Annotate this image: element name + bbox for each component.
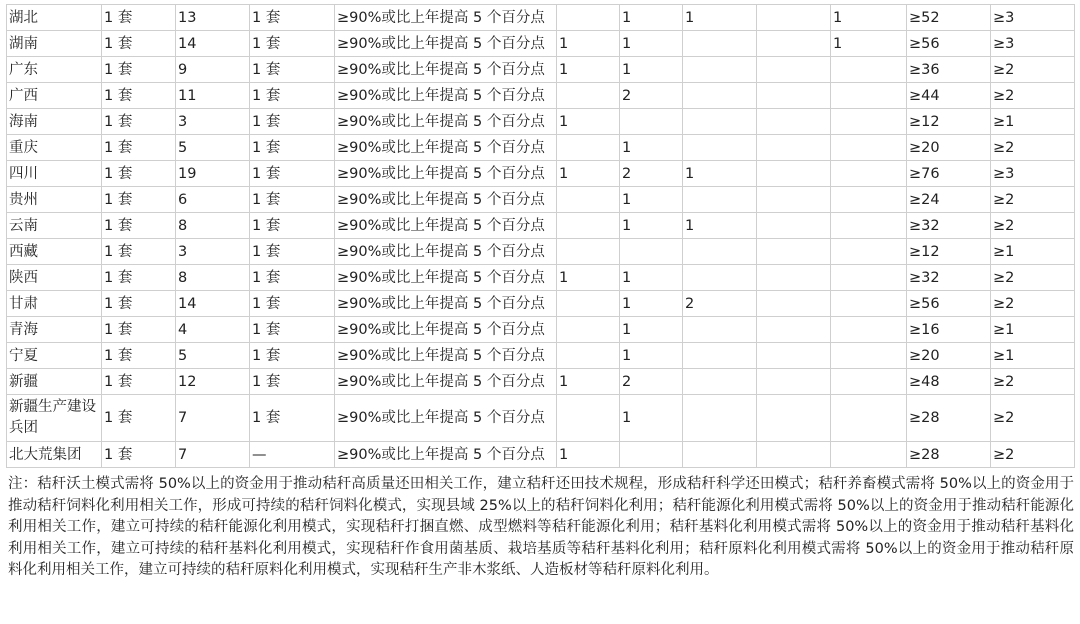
table-cell: 1 套 (250, 5, 335, 31)
table-cell: ≥2 (991, 83, 1075, 109)
table-cell: ≥20 (907, 135, 991, 161)
table-cell: ≥90%或比上年提高 5 个百分点 (335, 369, 557, 395)
table-cell: ≥32 (907, 213, 991, 239)
table-row (7, 135, 1075, 161)
table-cell: ≥32 (907, 265, 991, 291)
table-cell (757, 57, 831, 83)
table-cell (683, 187, 757, 213)
table-cell: 1 套 (250, 187, 335, 213)
table-cell: 6 (176, 187, 250, 213)
table-cell: 1 (557, 109, 620, 135)
table-cell: 1 套 (102, 213, 176, 239)
table-cell (557, 395, 620, 442)
table-cell: 12 (176, 369, 250, 395)
table-cell (757, 187, 831, 213)
table-cell: 19 (176, 161, 250, 187)
table-row (7, 31, 1075, 57)
table-cell: 1 (683, 213, 757, 239)
table-cell (557, 135, 620, 161)
table-cell (683, 395, 757, 442)
table-cell-region: 海南 (7, 109, 102, 135)
table-cell: ≥52 (907, 5, 991, 31)
table-cell: ≥48 (907, 369, 991, 395)
table-cell: 1 (620, 135, 683, 161)
table-row (7, 57, 1075, 83)
table-cell: 1 (557, 57, 620, 83)
table-cell: 1 套 (250, 57, 335, 83)
table-cell (831, 369, 907, 395)
table-cell: ≥12 (907, 239, 991, 265)
table-cell: ≥1 (991, 343, 1075, 369)
table-cell: 1 套 (250, 161, 335, 187)
table-cell: 1 (557, 31, 620, 57)
table-cell (757, 161, 831, 187)
table-cell (557, 83, 620, 109)
table-cell-region: 宁夏 (7, 343, 102, 369)
table-cell: 1 (620, 57, 683, 83)
table-cell: ≥20 (907, 343, 991, 369)
table-cell: 7 (176, 395, 250, 442)
table-cell (683, 57, 757, 83)
table-cell: 8 (176, 265, 250, 291)
table-cell: 1 套 (102, 161, 176, 187)
table-cell-region: 北大荒集团 (7, 442, 102, 468)
table-cell: 1 套 (102, 343, 176, 369)
table-cell: 5 (176, 135, 250, 161)
table-cell: 1 套 (102, 109, 176, 135)
table-cell (683, 31, 757, 57)
table-cell: ≥24 (907, 187, 991, 213)
table-cell: ≥36 (907, 57, 991, 83)
table-cell: ≥28 (907, 442, 991, 468)
table-cell (831, 57, 907, 83)
table-cell-region: 广西 (7, 83, 102, 109)
table-cell: 1 (620, 31, 683, 57)
table-cell (757, 109, 831, 135)
table-cell: 4 (176, 317, 250, 343)
table-cell: 1 (620, 5, 683, 31)
table-cell: ≥90%或比上年提高 5 个百分点 (335, 57, 557, 83)
table-cell: 1 套 (250, 369, 335, 395)
table-cell: 5 (176, 343, 250, 369)
table-cell (620, 109, 683, 135)
table-cell: 1 套 (250, 109, 335, 135)
table-row (7, 83, 1075, 109)
table-cell: ≥76 (907, 161, 991, 187)
table-cell-region: 新疆 (7, 369, 102, 395)
table-cell (757, 83, 831, 109)
table-cell (831, 187, 907, 213)
table-cell: 1 套 (250, 291, 335, 317)
table-cell: ≥90%或比上年提高 5 个百分点 (335, 109, 557, 135)
table-cell (557, 291, 620, 317)
table-cell (557, 5, 620, 31)
table-cell: ≥2 (991, 442, 1075, 468)
table-cell-region: 贵州 (7, 187, 102, 213)
table-cell (557, 343, 620, 369)
table-cell: 1 (620, 187, 683, 213)
table-cell (757, 317, 831, 343)
table-cell (557, 213, 620, 239)
table-cell: 1 (620, 343, 683, 369)
table-cell: 11 (176, 83, 250, 109)
table-cell (683, 343, 757, 369)
table-cell: 1 (620, 317, 683, 343)
table-cell: ≥90%或比上年提高 5 个百分点 (335, 265, 557, 291)
table-cell: ≥90%或比上年提高 5 个百分点 (335, 291, 557, 317)
table-cell (757, 395, 831, 442)
table-cell: ≥56 (907, 291, 991, 317)
table-cell: ≥2 (991, 187, 1075, 213)
table-row (7, 317, 1075, 343)
table-cell: ≥16 (907, 317, 991, 343)
table-cell (557, 317, 620, 343)
table-cell (757, 31, 831, 57)
table-row (7, 187, 1075, 213)
table-cell (831, 109, 907, 135)
table-cell: 8 (176, 213, 250, 239)
table-cell: 2 (683, 291, 757, 317)
table-cell (831, 83, 907, 109)
table-cell (620, 442, 683, 468)
table-cell: 1 (557, 442, 620, 468)
table-cell-region: 青海 (7, 317, 102, 343)
table-cell-region: 云南 (7, 213, 102, 239)
table-cell: 1 (683, 5, 757, 31)
table-cell (831, 239, 907, 265)
table-cell: — (250, 442, 335, 468)
table-cell: ≥90%或比上年提高 5 个百分点 (335, 135, 557, 161)
table-cell (831, 135, 907, 161)
table-cell: ≥90%或比上年提高 5 个百分点 (335, 213, 557, 239)
table-cell: 1 套 (250, 239, 335, 265)
table-cell: 1 套 (250, 317, 335, 343)
table-cell: ≥2 (991, 57, 1075, 83)
table-cell: ≥2 (991, 135, 1075, 161)
table-cell: 1 套 (102, 187, 176, 213)
table-cell-region: 湖南 (7, 31, 102, 57)
table-cell: 1 套 (250, 343, 335, 369)
table-cell (831, 317, 907, 343)
table-cell (831, 213, 907, 239)
table-cell: ≥3 (991, 31, 1075, 57)
table-cell: 1 (620, 291, 683, 317)
table-cell (757, 343, 831, 369)
table-cell: 1 (620, 395, 683, 442)
table-cell (683, 369, 757, 395)
table-cell: 3 (176, 109, 250, 135)
table-cell: ≥90%或比上年提高 5 个百分点 (335, 83, 557, 109)
table-cell: ≥44 (907, 83, 991, 109)
table-cell: 1 套 (102, 317, 176, 343)
table-cell: 1 套 (102, 442, 176, 468)
table-cell: 1 套 (102, 265, 176, 291)
table-cell: 1 (620, 265, 683, 291)
table-cell (831, 161, 907, 187)
table-cell: 14 (176, 291, 250, 317)
table-cell: ≥90%或比上年提高 5 个百分点 (335, 187, 557, 213)
table-cell: ≥2 (991, 395, 1075, 442)
table-cell: ≥90%或比上年提高 5 个百分点 (335, 239, 557, 265)
table-cell: 1 套 (250, 83, 335, 109)
table-cell: 1 套 (102, 31, 176, 57)
table-cell: ≥12 (907, 109, 991, 135)
table-row (7, 109, 1075, 135)
table-cell: 1 套 (102, 369, 176, 395)
table-cell: ≥90%或比上年提高 5 个百分点 (335, 317, 557, 343)
table-cell: ≥2 (991, 213, 1075, 239)
table-cell: 1 套 (250, 213, 335, 239)
table-cell: 1 套 (250, 395, 335, 442)
table-cell: 9 (176, 57, 250, 83)
table-cell: 1 套 (250, 135, 335, 161)
table-row (7, 369, 1075, 395)
table-cell: ≥1 (991, 239, 1075, 265)
table-cell: ≥28 (907, 395, 991, 442)
table-cell: 1 (831, 5, 907, 31)
table-cell: 1 (831, 31, 907, 57)
table-cell: 1 套 (102, 395, 176, 442)
table-cell: ≥2 (991, 265, 1075, 291)
table-cell-region: 新疆生产建设兵团 (7, 395, 102, 442)
table-cell: 1 (557, 265, 620, 291)
table-cell-region: 重庆 (7, 135, 102, 161)
table-cell: ≥2 (991, 291, 1075, 317)
table-cell: 14 (176, 31, 250, 57)
table-cell: ≥90%或比上年提高 5 个百分点 (335, 343, 557, 369)
table-cell-region: 广东 (7, 57, 102, 83)
table-cell: ≥1 (991, 317, 1075, 343)
table-cell: ≥90%或比上年提高 5 个百分点 (335, 395, 557, 442)
table-cell: ≥90%或比上年提高 5 个百分点 (335, 161, 557, 187)
table-row (7, 5, 1075, 31)
table-cell: ≥1 (991, 109, 1075, 135)
table-cell: 1 套 (102, 5, 176, 31)
table-cell: 1 套 (102, 83, 176, 109)
table-cell (683, 109, 757, 135)
table-cell (557, 187, 620, 213)
table-cell: 1 (557, 369, 620, 395)
table-row (7, 239, 1075, 265)
table-cell (683, 83, 757, 109)
table-cell-region: 四川 (7, 161, 102, 187)
table-row (7, 395, 1075, 442)
table-cell (757, 369, 831, 395)
table-cell (831, 265, 907, 291)
table-cell (757, 135, 831, 161)
table-cell: ≥90%或比上年提高 5 个百分点 (335, 5, 557, 31)
table-row (7, 442, 1075, 468)
table-cell (757, 239, 831, 265)
table-cell: 1 套 (102, 135, 176, 161)
table-cell (683, 317, 757, 343)
table-cell: ≥2 (991, 369, 1075, 395)
table-cell: 2 (620, 83, 683, 109)
table-cell: 1 套 (102, 57, 176, 83)
table-cell: 1 (557, 161, 620, 187)
table-cell-region: 陕西 (7, 265, 102, 291)
table-cell (757, 213, 831, 239)
table-cell (683, 239, 757, 265)
table-cell (557, 239, 620, 265)
table-cell: 1 套 (102, 239, 176, 265)
table-cell-region: 西藏 (7, 239, 102, 265)
table-cell: 1 (620, 213, 683, 239)
table-row (7, 265, 1075, 291)
table-cell (757, 442, 831, 468)
table-cell: 1 套 (250, 31, 335, 57)
table-cell (831, 442, 907, 468)
table-row (7, 213, 1075, 239)
table-cell: 1 (683, 161, 757, 187)
table-row (7, 161, 1075, 187)
table-cell (831, 291, 907, 317)
table-cell: ≥56 (907, 31, 991, 57)
table-cell: ≥3 (991, 161, 1075, 187)
table-row (7, 291, 1075, 317)
table-cell: 7 (176, 442, 250, 468)
table-cell (757, 265, 831, 291)
table-cell (683, 135, 757, 161)
table-cell: 1 套 (102, 291, 176, 317)
table-cell: 3 (176, 239, 250, 265)
province-target-table (6, 4, 1075, 468)
table-cell (757, 5, 831, 31)
table-row (7, 343, 1075, 369)
table-cell: 2 (620, 161, 683, 187)
table-cell-region: 湖北 (7, 5, 102, 31)
table-cell-region: 甘肃 (7, 291, 102, 317)
table-cell (831, 343, 907, 369)
table-footnote: 注：秸秆沃土模式需将 50%以上的资金用于推动秸秆高质量还田相关工作，建立秸秆还田技术规程，形成秸秆科学还田模式；秸秆养畜模式需将 50%以上的资金用于推动秸秆饲料化利用相关工作，形成可持续的秸秆饲料化模式，实现县域 25%以上的秸秆饲料化利用；秸秆能源化利用模式需将 50%以上的资金用于推动秸秆能源化利用相关工作，建立可持续的秸秆能源化利用模式，实现秸秆打捆直燃、成型燃料等秸秆能源化利用；秸秆基料化利用模式需将 50%以上的资金用于推动秸秆基料化利用相关工作，建立可持续的秸秆基料化利用模式，实现秸秆作食用菌基质、栽培基质等秸秆基料化利用；秸秆原料化利用模式需将 50%以上的资金用于推动秸秆原料化利用相关工作，建立可持续的秸秆原料化利用模式，实现秸秆生产非木浆纸、人造板材等秸秆原料化利用。 (8, 476, 1074, 578)
table-cell (831, 395, 907, 442)
table-cell (683, 265, 757, 291)
table-cell (620, 239, 683, 265)
table-cell: 1 套 (250, 265, 335, 291)
table-cell: 2 (620, 369, 683, 395)
table-cell: ≥90%或比上年提高 5 个百分点 (335, 442, 557, 468)
table-body (7, 5, 1075, 468)
table-cell (683, 442, 757, 468)
table-cell: ≥90%或比上年提高 5 个百分点 (335, 31, 557, 57)
table-cell: ≥3 (991, 5, 1075, 31)
table-cell: 13 (176, 5, 250, 31)
table-cell (757, 291, 831, 317)
